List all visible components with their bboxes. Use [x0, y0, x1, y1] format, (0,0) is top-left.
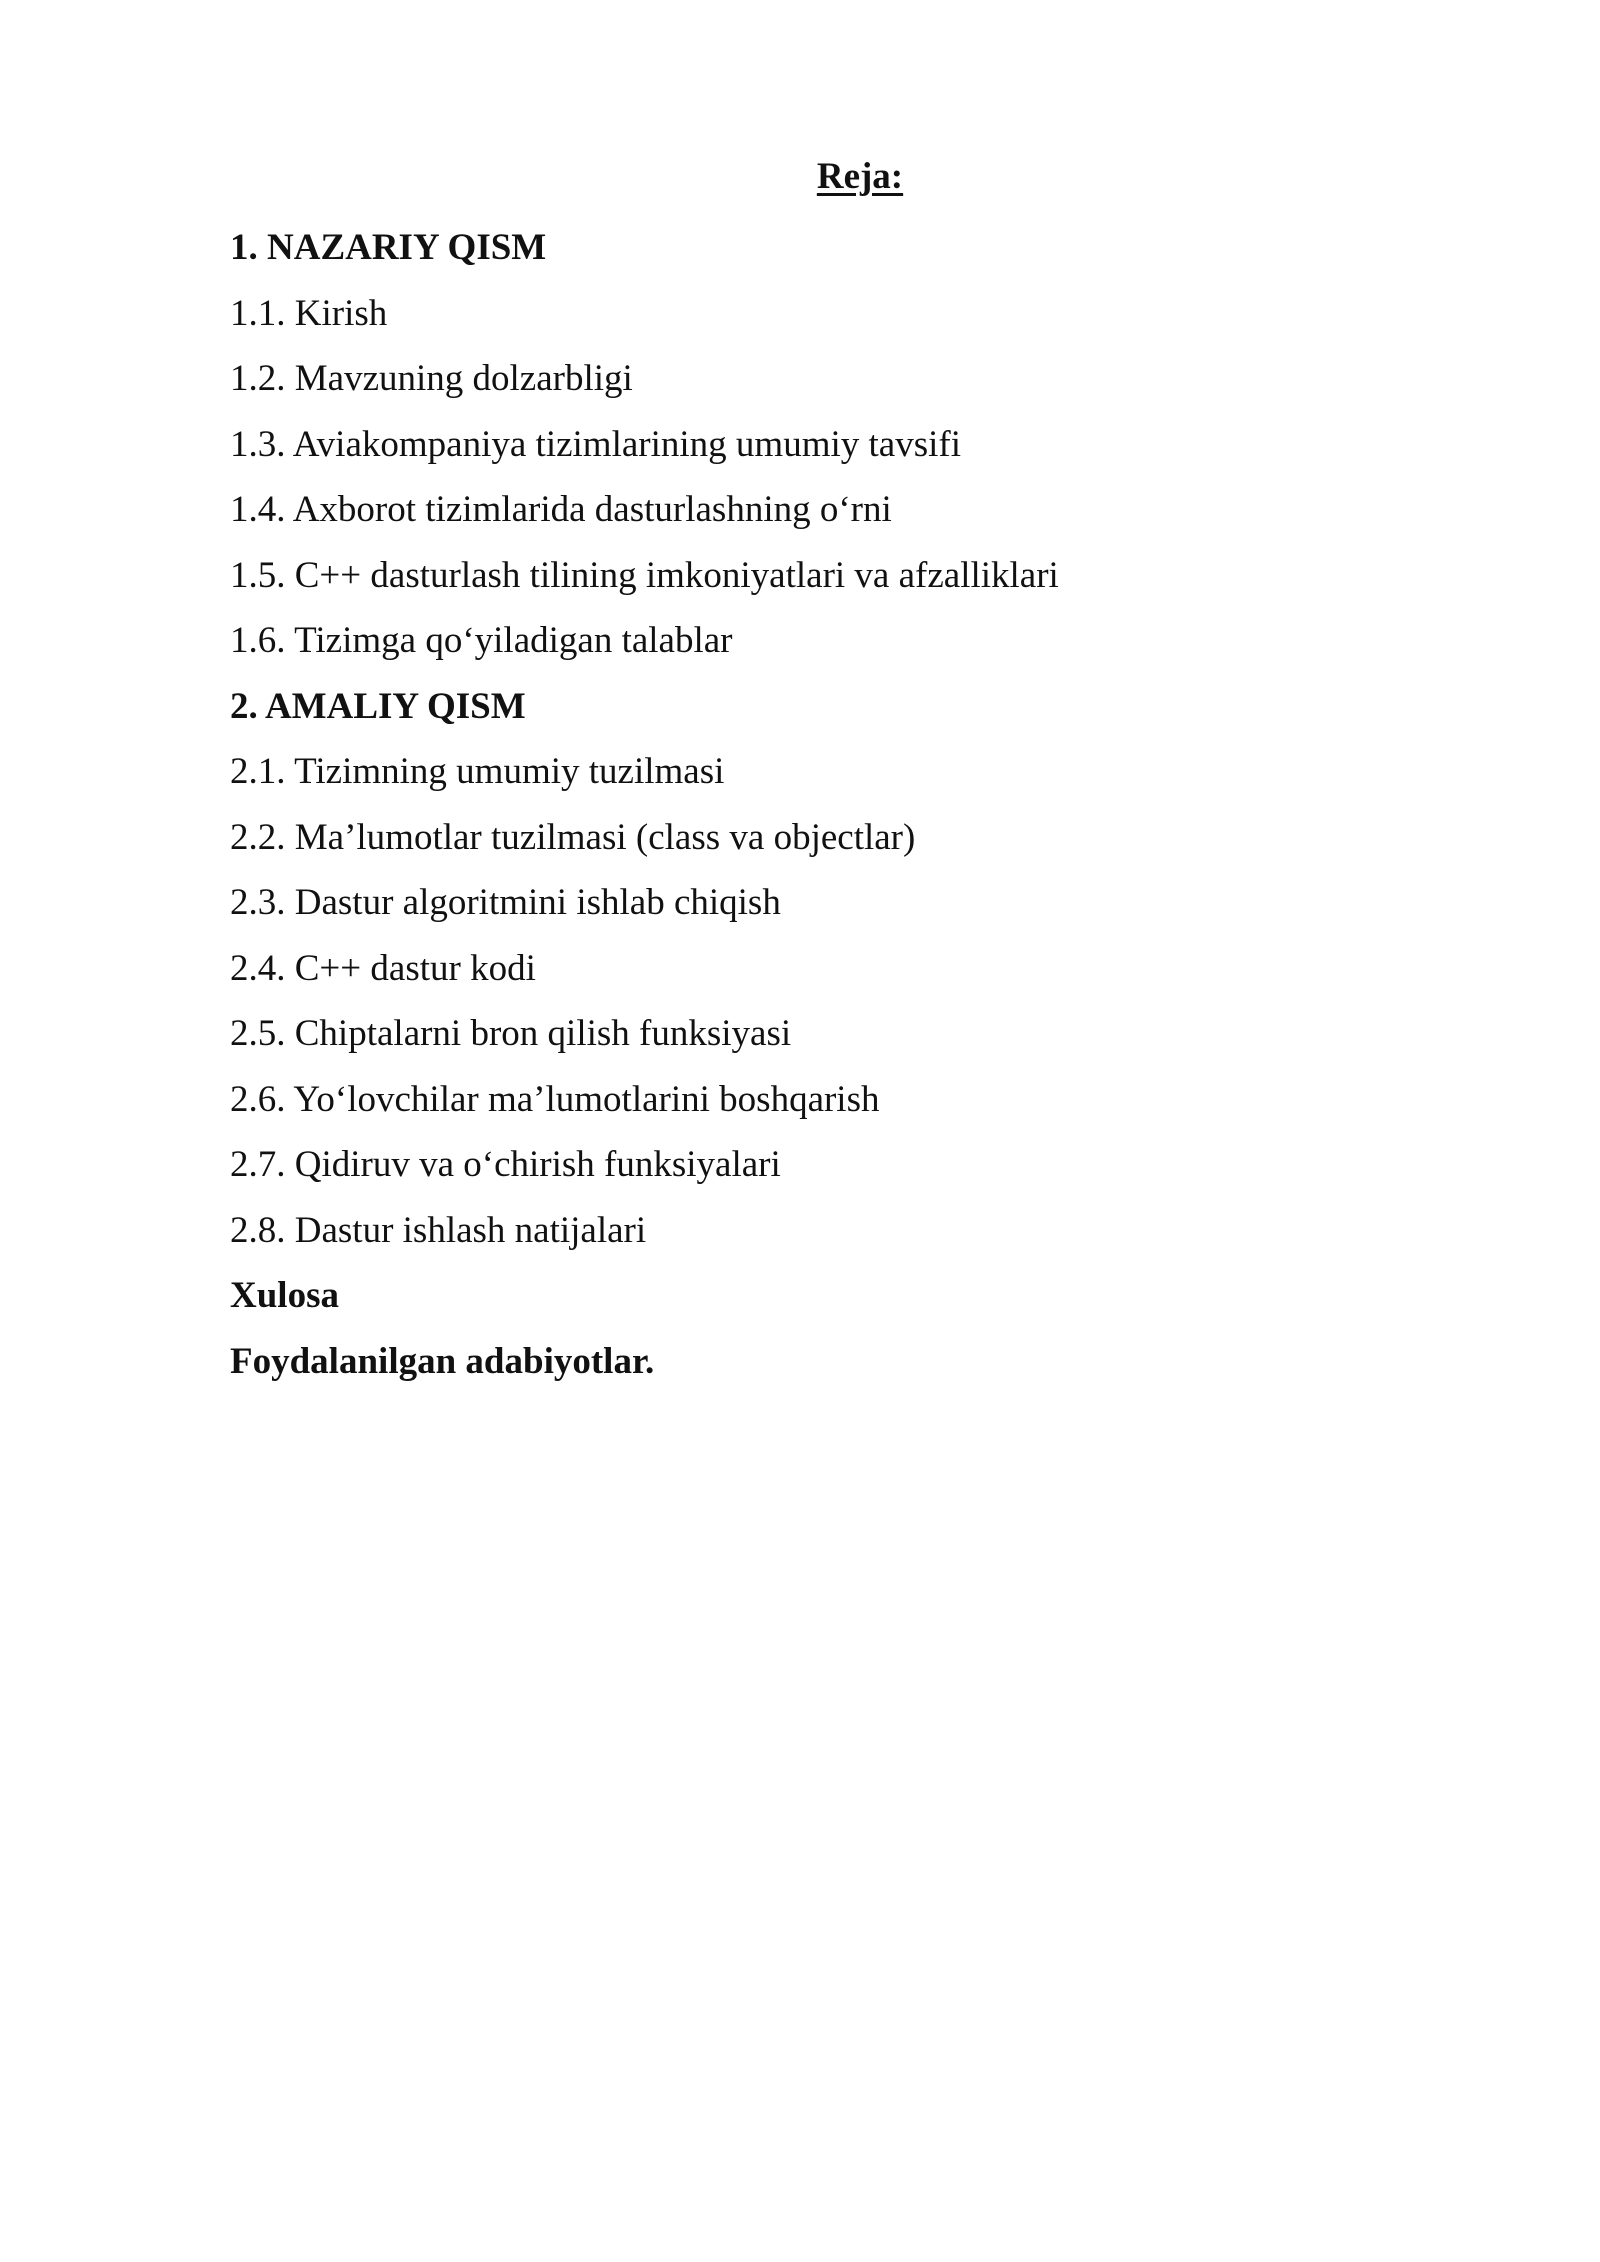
page-title: Reja: [816, 156, 904, 197]
section-heading-amaliy-qism: 2. AMALIY QISM [230, 685, 526, 727]
toc-item-1-4: 1.4. Axborot tizimlarida dasturlashning o‘rni [230, 489, 892, 530]
toc-item-1-5: 1.5. C++ dasturlash tilining imkoniyatlari va afzalliklari [230, 554, 1059, 596]
toc-item-2-7: 2.7. Qidiruv va o‘chirish funksiyalari [230, 1144, 781, 1185]
table-of-contents [230, 215, 1059, 1394]
toc-item-2-8: 2.8. Dastur ishlash natijalari [230, 1209, 647, 1251]
toc-item-2-4: 2.4. C++ dastur kodi [230, 947, 536, 989]
toc-references: Foydalanilgan adabiyotlar. [230, 1340, 655, 1382]
toc-item-1-2: 1.2. Mavzuning dolzarbligi [230, 358, 633, 399]
toc-item-1-6: 1.6. Tizimga qo‘yiladigan talablar [230, 620, 733, 661]
toc-item-1-1: 1.1. Kirish [230, 292, 388, 334]
toc-conclusion: Xulosa [230, 1275, 339, 1316]
toc-item-2-6: 2.6. Yo‘lovchilar ma’lumotlarini boshqarish [230, 1078, 880, 1120]
section-heading-nazariy-qism: 1. NAZARIY QISM [230, 227, 547, 268]
toc-item-2-2: 2.2. Ma’lumotlar tuzilmasi (class va objectlar) [230, 816, 916, 858]
toc-item-1-3: 1.3. Aviakompaniya tizimlarining umumiy tavsifi [230, 423, 961, 465]
toc-item-2-5: 2.5. Chiptalarni bron qilish funksiyasi [230, 1013, 792, 1054]
toc-item-2-3: 2.3. Dastur algoritmini ishlab chiqish [230, 882, 781, 923]
toc-item-2-1: 2.1. Tizimning umumiy tuzilmasi [230, 751, 725, 792]
